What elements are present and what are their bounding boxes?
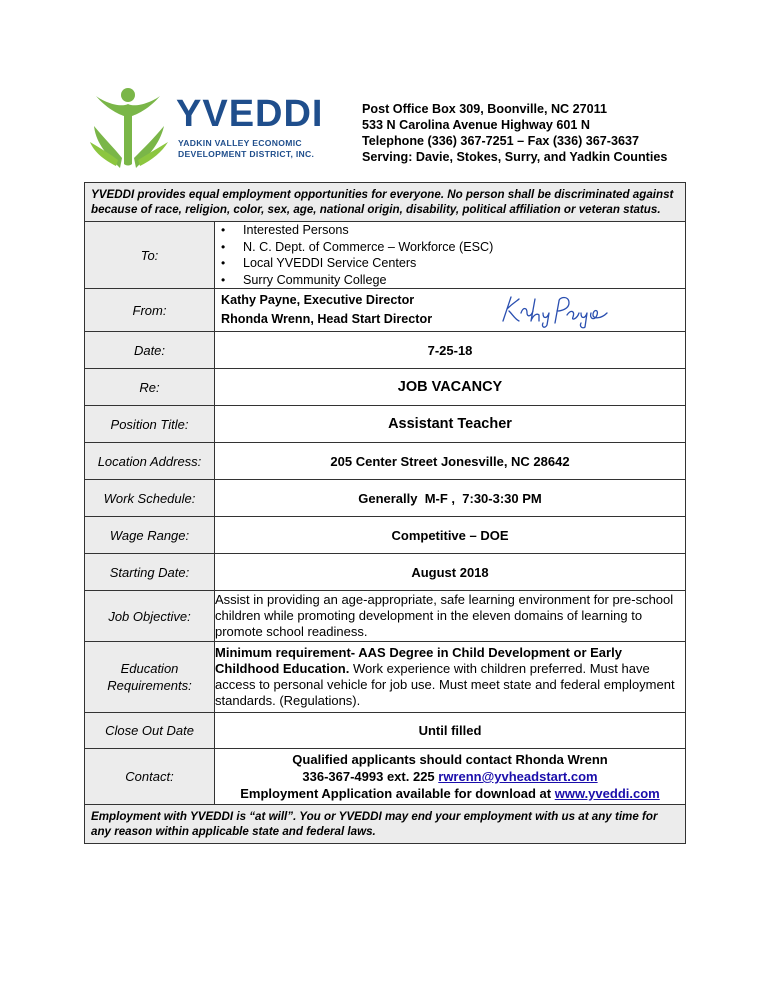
location-label: Location Address:: [85, 443, 215, 480]
list-item: • Interested Persons: [243, 222, 685, 239]
education-label-line1: Education: [120, 661, 179, 676]
date-label: Date:: [85, 332, 215, 369]
logo-subtitle-line2: DEVELOPMENT DISTRICT, INC.: [178, 149, 315, 159]
from-label: From:: [85, 289, 215, 332]
website-link[interactable]: www.yveddi.com: [554, 786, 660, 801]
qualified-applicants-text: Qualified applicants: [292, 752, 416, 767]
notice-bottom-row: [85, 805, 686, 844]
re-row: [85, 369, 686, 406]
re-label: Re:: [85, 369, 215, 406]
date-row: [85, 332, 686, 369]
list-item: • N. C. Dept. of Commerce – Workforce (ESC): [243, 239, 685, 256]
at-will-notice: Employment with YVEDDI is “at will”. You or YVEDDI may end your employment with us at any time for any reason within applicable state and federal laws.: [85, 805, 686, 844]
logo-subtitle: [178, 138, 314, 160]
starting-row: [85, 554, 686, 591]
date-value: 7-25-18: [215, 332, 686, 369]
list-item: • Surry Community College: [243, 272, 685, 289]
eeo-notice: YVEDDI provides equal employment opportunities for everyone. No person shall be discriminated against because of race, religion, color, sex, age, national origin, disability, political affiliation or veteran status.: [85, 183, 686, 222]
from-value: [215, 289, 686, 332]
signature-icon: [497, 291, 612, 329]
education-value: [215, 642, 686, 713]
closeout-value: Until filled: [215, 713, 686, 749]
education-requirement-rest: Work experience with children preferred. Must have access to personal vehicle for job use. Must meet state and federal employment standards. (Regulations).: [215, 661, 675, 708]
position-value: Assistant Teacher: [215, 406, 686, 443]
starting-label: Starting Date:: [85, 554, 215, 591]
schedule-row: [85, 480, 686, 517]
schedule-value: Generally M-F , 7:30-3:30 PM: [215, 480, 686, 517]
logo-subtitle-line1: YADKIN VALLEY ECONOMIC: [178, 138, 302, 148]
re-value: JOB VACANCY: [215, 369, 686, 406]
to-row: [85, 222, 686, 289]
contact-value: [215, 749, 686, 805]
address-block: [362, 101, 667, 165]
application-text: Employment Application available for download at: [240, 786, 555, 801]
contact-line2: [215, 768, 685, 785]
location-row: [85, 443, 686, 480]
wage-value: Competitive – DOE: [215, 517, 686, 554]
contact-line3: [215, 785, 685, 802]
notice-top-row: [85, 183, 686, 222]
objective-label: Job Objective:: [85, 591, 215, 642]
address-line: Telephone (336) 367-7251 – Fax (336) 367-3637: [362, 134, 639, 148]
recipient-list: [215, 222, 685, 288]
objective-row: [85, 591, 686, 642]
objective-value: Assist in providing an age-appropriate, safe learning environment for pre-school children while promoting development in the eleven domains of learning to promote school readiness.: [215, 591, 686, 642]
from-row: [85, 289, 686, 332]
from-line2: Rhonda Wrenn, Head Start Director: [221, 312, 433, 326]
phone-text: 336-367-4993 ext. 225: [302, 769, 439, 784]
from-line1: Kathy Payne, Executive Director: [221, 293, 415, 307]
location-value: 205 Center Street Jonesville, NC 28642: [215, 443, 686, 480]
contact-label: Contact:: [85, 749, 215, 805]
logo-title: YVEDDI: [176, 93, 324, 135]
address-line: Post Office Box 309, Boonville, NC 27011: [362, 102, 607, 116]
starting-value: August 2018: [215, 554, 686, 591]
address-line: 533 N Carolina Avenue Highway 601 N: [362, 118, 590, 132]
contact-line1: [215, 751, 685, 768]
to-value: [215, 222, 686, 289]
education-label: [85, 642, 215, 713]
list-item: • Local YVEDDI Service Centers: [243, 255, 685, 272]
position-row: [85, 406, 686, 443]
contact-row: [85, 749, 686, 805]
wage-row: [85, 517, 686, 554]
wage-label: Wage Range:: [85, 517, 215, 554]
address-line: Serving: Davie, Stokes, Surry, and Yadkin Counties: [362, 150, 668, 164]
closeout-label: Close Out Date: [85, 713, 215, 749]
job-vacancy-table: [84, 182, 686, 844]
education-label-line2: Requirements:: [107, 678, 192, 693]
education-requirement-bold: Minimum requirement- AAS Degree in Child Development or Early Childhood Education.: [215, 645, 622, 676]
education-row: [85, 642, 686, 713]
closeout-row: [85, 713, 686, 749]
yveddi-logo: [90, 86, 330, 174]
person-leaves-logo-icon: [90, 86, 168, 170]
email-link[interactable]: rwrenn@yvheadstart.com: [438, 769, 598, 784]
to-label: To:: [85, 222, 215, 289]
contact-person-text: should contact Rhonda Wrenn: [415, 752, 608, 767]
schedule-label: Work Schedule:: [85, 480, 215, 517]
position-label: Position Title:: [85, 406, 215, 443]
